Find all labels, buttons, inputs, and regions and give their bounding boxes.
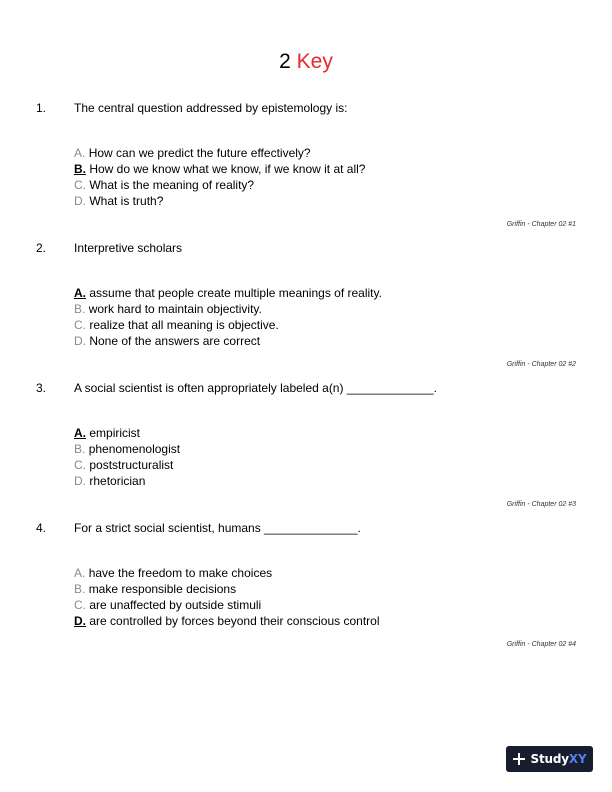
option-b <box>74 581 380 597</box>
option-letter: A. <box>74 566 86 580</box>
option-text: How do we know what we know, if we know it at all? <box>89 162 366 176</box>
option-b <box>74 161 365 177</box>
option-c <box>74 177 365 193</box>
option-c <box>74 597 380 613</box>
question-number: 3. <box>36 381 47 395</box>
option-text: None of the answers are correct <box>89 334 261 348</box>
brand-name <box>531 752 587 766</box>
answer-options <box>74 425 180 489</box>
option-letter: C. <box>74 178 86 192</box>
plus-icon <box>513 753 525 765</box>
option-d <box>74 193 365 209</box>
answer-options <box>74 145 365 209</box>
option-text: What is the meaning of reality? <box>89 178 255 192</box>
option-a <box>74 425 180 441</box>
question-text: For a strict social scientist, humans ______________. <box>74 521 361 535</box>
option-text: phenomenologist <box>88 442 181 456</box>
option-letter: B. <box>74 442 86 456</box>
option-a <box>74 565 380 581</box>
option-d <box>74 473 180 489</box>
option-letter: B. <box>74 302 86 316</box>
option-b <box>74 301 382 317</box>
page-title <box>0 50 612 74</box>
option-text: work hard to maintain objectivity. <box>88 302 262 316</box>
option-text: have the freedom to make choices <box>88 566 273 580</box>
correct-option-letter: A. <box>74 286 86 300</box>
option-a <box>74 145 365 161</box>
question-text: The central question addressed by epistemology is: <box>74 101 348 115</box>
option-letter: D. <box>74 474 86 488</box>
question-source: Griffin - Chapter 02 #1 <box>506 221 576 228</box>
correct-option-letter: D. <box>74 614 86 628</box>
question-source: Griffin - Chapter 02 #3 <box>506 501 576 508</box>
option-letter: C. <box>74 598 86 612</box>
option-text: How can we predict the future effectively? <box>88 146 311 160</box>
option-letter: A. <box>74 146 86 160</box>
question-number: 4. <box>36 521 47 535</box>
question-text: A social scientist is often appropriately labeled a(n) _____________. <box>74 381 437 395</box>
option-text: rhetorician <box>89 474 146 488</box>
question-text: Interpretive scholars <box>74 241 183 255</box>
option-b <box>74 441 180 457</box>
question-source: Griffin - Chapter 02 #4 <box>506 641 576 648</box>
option-letter: D. <box>74 334 86 348</box>
option-text: are controlled by forces beyond their conscious control <box>89 614 380 628</box>
option-text: are unaffected by outside stimuli <box>89 598 262 612</box>
option-text: assume that people create multiple meanings of reality. <box>89 286 382 300</box>
option-letter: B. <box>74 582 86 596</box>
question-source: Griffin - Chapter 02 #2 <box>506 361 576 368</box>
brand-xy: XY <box>568 752 587 766</box>
question-number: 2. <box>36 241 47 255</box>
correct-option-letter: B. <box>74 162 86 176</box>
option-d <box>74 613 380 629</box>
answer-options <box>74 285 382 349</box>
correct-option-letter: A. <box>74 426 86 440</box>
brand-study: Study <box>530 752 569 766</box>
answer-options <box>74 565 380 629</box>
option-letter: C. <box>74 318 86 332</box>
option-a <box>74 285 382 301</box>
option-c <box>74 457 180 473</box>
option-text: What is truth? <box>89 194 164 208</box>
option-text: empiricist <box>89 426 141 440</box>
option-c <box>74 317 382 333</box>
option-text: poststructuralist <box>89 458 174 472</box>
title-key-label: Key <box>296 50 333 73</box>
title-number: 2 <box>279 50 291 73</box>
option-d <box>74 333 382 349</box>
option-text: realize that all meaning is objective. <box>89 318 279 332</box>
option-letter: D. <box>74 194 86 208</box>
option-text: make responsible decisions <box>88 582 237 596</box>
option-letter: C. <box>74 458 86 472</box>
question-number: 1. <box>36 101 47 115</box>
studyxy-badge[interactable] <box>506 746 593 772</box>
